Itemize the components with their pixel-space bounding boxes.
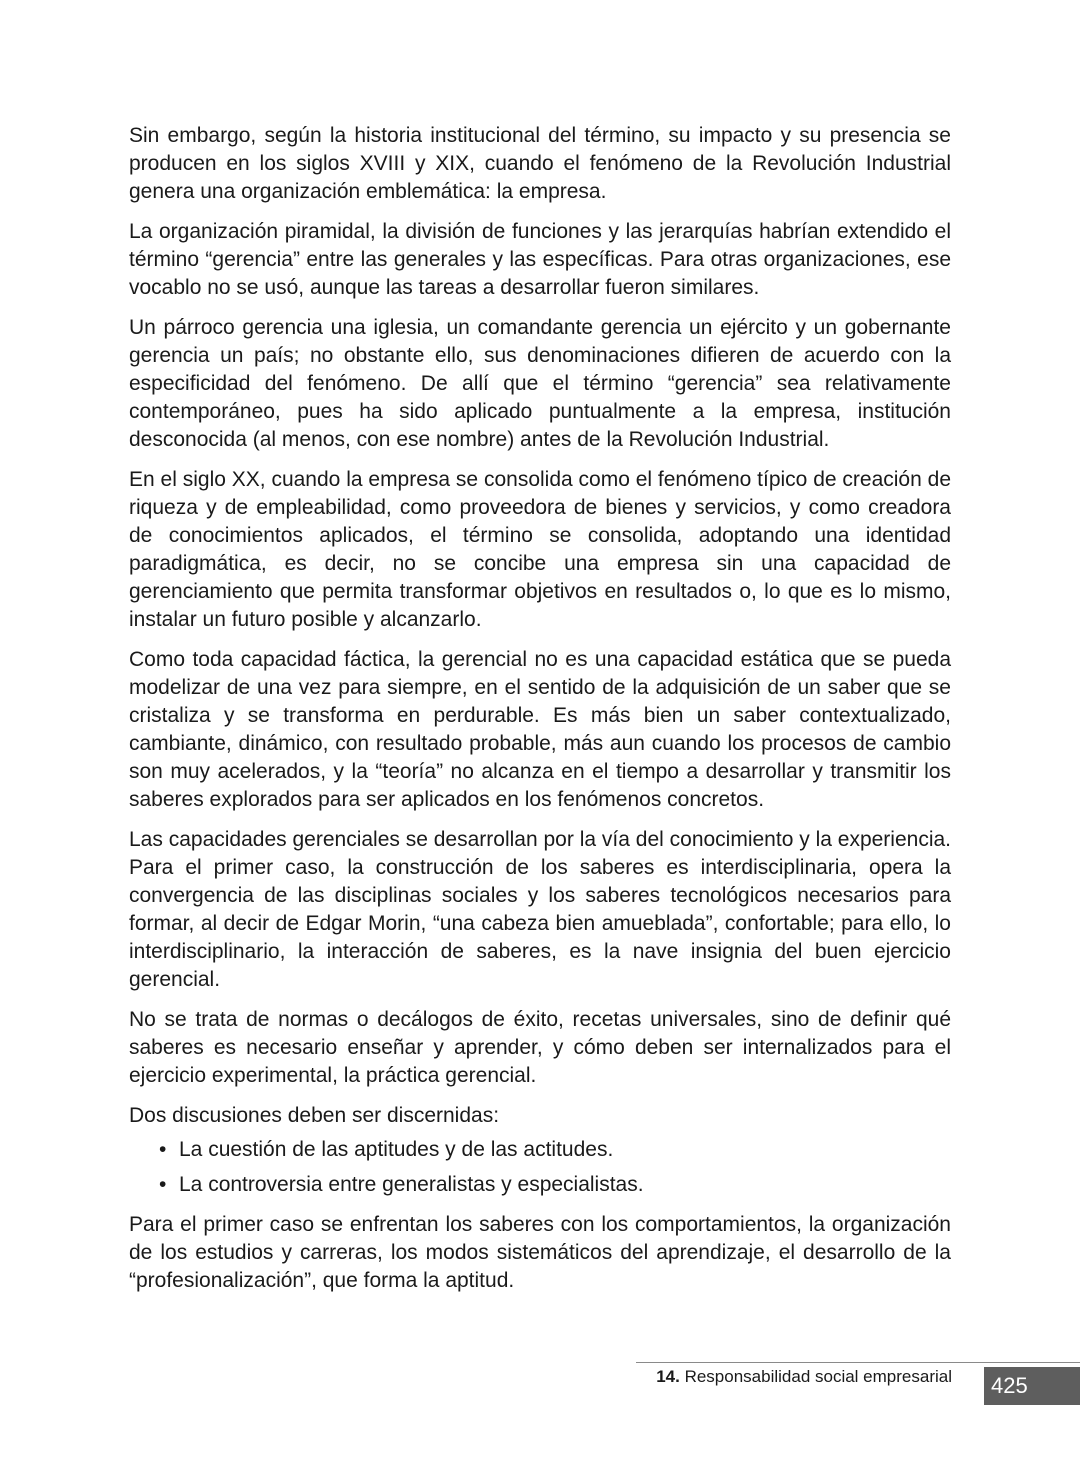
list-item-text: La controversia entre generalistas y especialistas. [179,1173,644,1196]
paragraph-2: La organización piramidal, la división de funciones y las jerarquías habrían extendido el término “gerencia” entre las generales y las específicas. Para otras organizaciones, ese vocablo no se usó, aunque las tareas a desarrollar fueron similares. [129,220,951,299]
paragraph-6: Las capacidades gerenciales se desarrollan por la vía del conocimiento y la experiencia. Para el primer caso, la construcción de los saberes es interdisciplinaria, opera la convergencia de las disciplinas sociales y los saberes tecnológicos necesarios para formar, al decir de Edgar Morin, “una cabeza bien amueblada”, confortable; para ello, lo interdisciplinario, la interacción de saberes, es la nave insignia del buen ejercicio gerencial. [129,828,951,991]
footer-divider [636,1362,1080,1363]
list-item [159,1171,951,1199]
list-item [159,1136,951,1164]
paragraph-3: Un párroco gerencia una iglesia, un comandante gerencia un ejército y un gobernante gerencia un país; no obstante ello, sus denominaciones difieren de acuerdo con la especificidad del fenómeno. De allí que el término “gerencia” sea relativamente contemporáneo, pues ha sido aplicado puntualmente a la empresa, institución desconocida (al menos, con ese nombre) antes de la Revolución Industrial. [129,316,951,451]
paragraph-8: Dos discusiones deben ser discernidas: [129,1104,500,1127]
paragraph-4: En el siglo XX, cuando la empresa se consolida como el fenómeno típico de creación de riqueza y de empleabilidad, como proveedora de bienes y servicios, y como creadora de conocimientos aplicados, el término se consolida, adoptando una identidad paradigmática, es decir, no se concibe una empresa sin una capacidad de gerenciamiento que permita transformar objetivos en resultados o, lo que es lo mismo, instalar un futuro posible y alcanzarlo. [129,468,951,631]
paragraph-5: Como toda capacidad fáctica, la gerencial no es una capacidad estática que se pueda modelizar de una vez para siempre, en el sentido de la adquisición de un saber que se cristaliza y se transforma en perdurable. Es más bien un saber contextualizado, cambiante, dinámico, con resultado probable, más aun cuando los procesos de cambio son muy acelerados, y la “teoría” no alcanza en el tiempo a desarrollar y transmitir los saberes explorados para ser aplicados en los fenómenos concretos. [129,648,951,811]
chapter-number: 14. [656,1367,680,1386]
bullet-icon: • [159,1138,167,1161]
page-number: 425 [991,1373,1028,1398]
list-item-text: La cuestión de las aptitudes y de las actitudes. [179,1138,614,1161]
page-body [129,122,951,1307]
paragraph-1: Sin embargo, según la historia institucional del término, su impacto y su presencia se producen en los siglos XVIII y XIX, cuando el fenómeno de la Revolución Industrial genera una organización emblemática: la empresa. [129,124,951,203]
page-number-badge [984,1367,1080,1405]
bullet-icon: • [159,1173,167,1196]
footer-chapter-label [636,1366,952,1388]
closing-paragraph: Para el primer caso se enfrentan los saberes con los comportamientos, la organización de los estudios y carreras, los modos sistemáticos del aprendizaje, el desarrollo de la “profesionalización”, que forma la aptitud. [129,1213,951,1292]
paragraph-7: No se trata de normas o decálogos de éxito, recetas universales, sino de definir qué saberes es necesario enseñar y aprender, y cómo deben ser internalizados para el ejercicio experimental, la práctica gerencial. [129,1008,951,1087]
bullet-list [129,1136,951,1199]
chapter-title: Responsabilidad social empresarial [684,1367,952,1386]
